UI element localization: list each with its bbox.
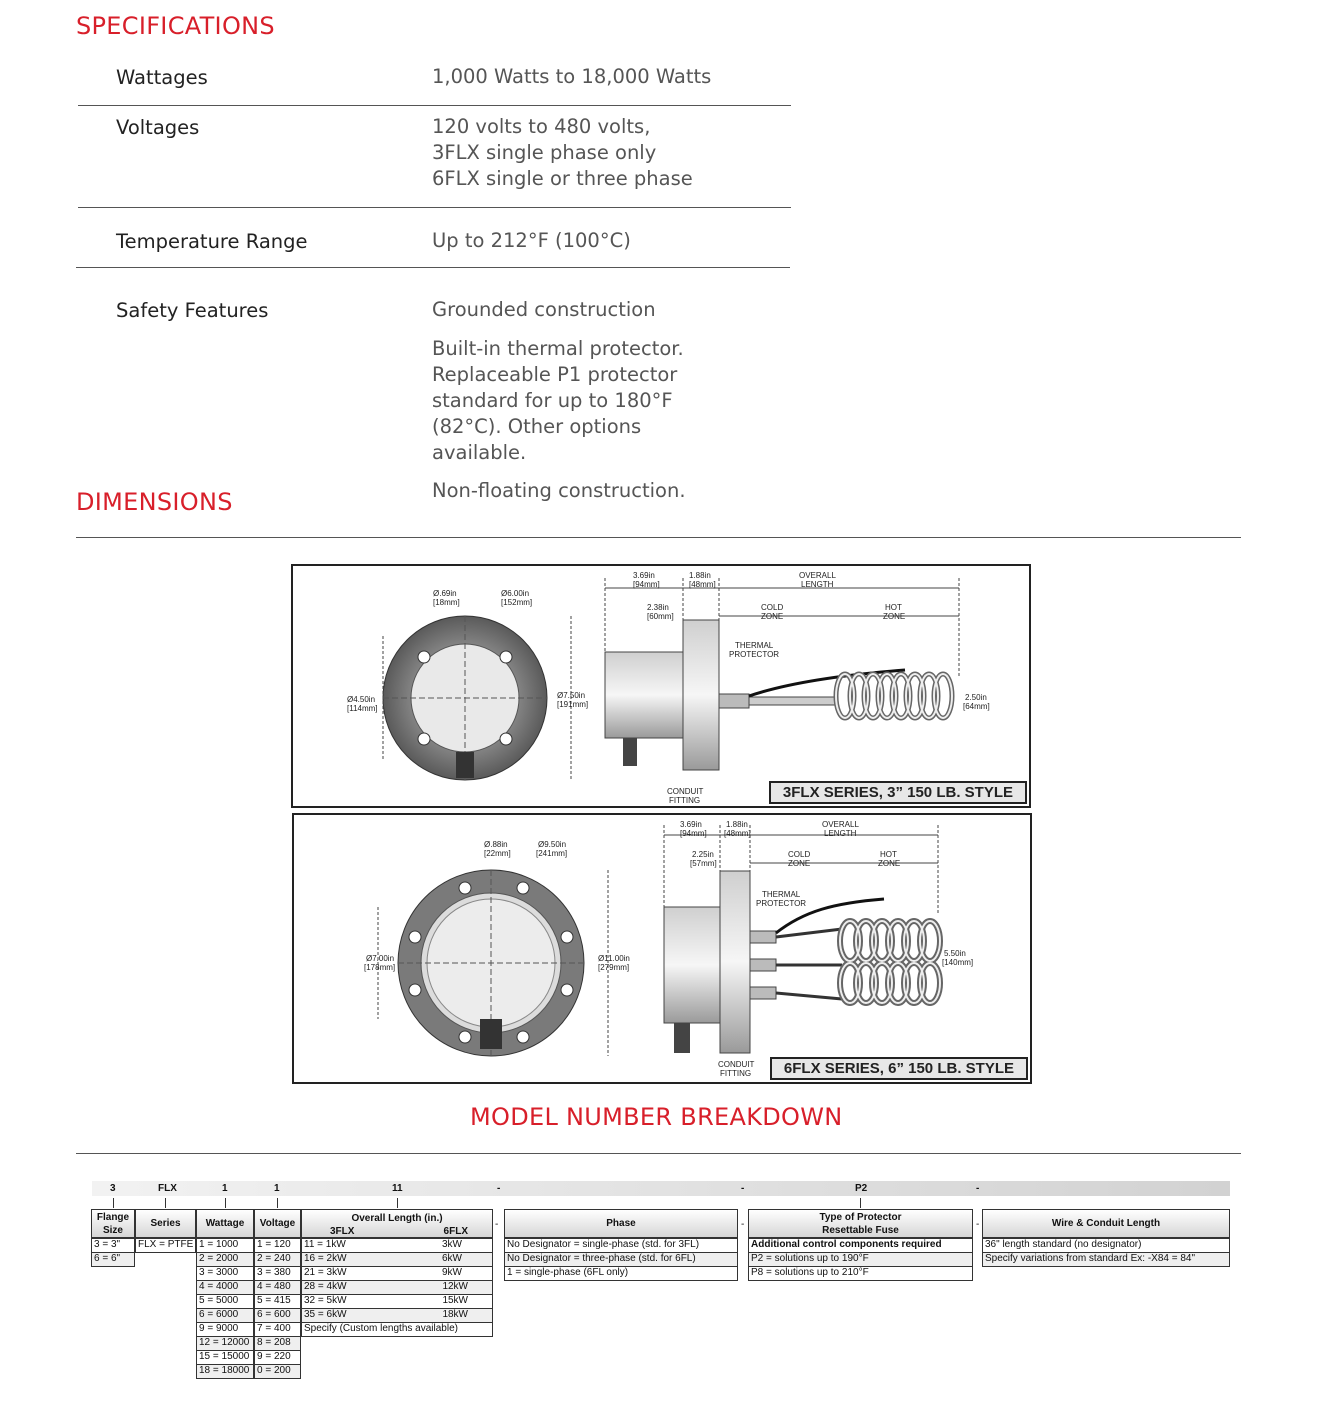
svg-text:[18mm]: [18mm] (433, 598, 460, 607)
model-heading: MODEL NUMBER BREAKDOWN (470, 1103, 843, 1131)
wattage-row: 1 = 1000 (196, 1238, 254, 1253)
svg-text:[114mm]: [114mm] (347, 704, 378, 713)
code-dash: - (497, 1183, 501, 1194)
series-row: FLX = PTFE (135, 1238, 196, 1253)
svg-text:[48mm]: [48mm] (724, 829, 751, 838)
spec-value-safety-1: Grounded construction (432, 298, 656, 321)
protector-row: Additional control components required (748, 1238, 973, 1253)
voltage-row: 2 = 240 (254, 1252, 301, 1267)
svg-text:COLD: COLD (761, 603, 784, 612)
svg-text:[22mm]: [22mm] (484, 849, 511, 858)
voltage-row: 4 = 480 (254, 1280, 301, 1295)
code-protector: P2 (855, 1183, 868, 1194)
spec-value-voltages: 120 volts to 480 volts, 3FLX single phase only 6FLX single or three phase (432, 115, 693, 190)
svg-text:Ø9.50in: Ø9.50in (538, 840, 567, 849)
spec-label-safety: Safety Features (116, 299, 269, 322)
svg-text:[48mm]: [48mm] (689, 580, 716, 589)
svg-text:ZONE: ZONE (883, 612, 906, 621)
spec-label-voltages: Voltages (116, 116, 200, 139)
header-phase: Phase (504, 1209, 738, 1238)
header-wire-conduit: Wire & Conduit Length (982, 1209, 1230, 1238)
wattage-row: 12 = 12000 (196, 1336, 254, 1351)
svg-text:ZONE: ZONE (788, 859, 811, 868)
spec-label-wattages: Wattages (116, 66, 208, 89)
svg-text:[94mm]: [94mm] (633, 580, 660, 589)
spec-label-temperature: Temperature Range (116, 230, 308, 253)
model-code-bar (92, 1181, 1230, 1196)
wattage-row: 18 = 18000 (196, 1364, 254, 1379)
dimensions-heading: DIMENSIONS (76, 488, 233, 516)
svg-text:[64mm]: [64mm] (963, 702, 990, 711)
flange-row: 6 = 6" (91, 1252, 135, 1267)
length-custom: Specify (Custom lengths available) (301, 1322, 493, 1337)
svg-text:Ø11.00in: Ø11.00in (598, 954, 630, 963)
phase-row: No Designator = three-phase (std. for 6FL) (504, 1252, 738, 1267)
svg-text:[140mm]: [140mm] (942, 958, 974, 967)
svg-text:[60mm]: [60mm] (647, 612, 674, 621)
svg-text:LENGTH: LENGTH (824, 829, 857, 838)
phase-row: 1 = single-phase (6FL only) (504, 1266, 738, 1281)
figure-title-6flx: 6FLX SERIES, 6” 150 LB. STYLE (770, 1057, 1028, 1080)
svg-text:FITTING: FITTING (669, 796, 701, 805)
length-row: 16 = 2kW 6kW (301, 1252, 493, 1267)
svg-text:Ø7.50in: Ø7.50in (557, 691, 586, 700)
code-wattage: 1 (222, 1183, 228, 1194)
voltage-row: 1 = 120 (254, 1238, 301, 1253)
svg-text:COLD: COLD (788, 850, 811, 859)
svg-text:ZONE: ZONE (878, 859, 901, 868)
svg-text:3.69in: 3.69in (633, 571, 655, 580)
wire-row: Specify variations from standard Ex: -X84 = 84" (982, 1252, 1230, 1267)
svg-text:2.50in: 2.50in (965, 693, 987, 702)
svg-text:LENGTH: LENGTH (801, 580, 834, 589)
dash: - (976, 1219, 980, 1230)
code-flange: 3 (110, 1183, 116, 1194)
svg-text:THERMAL: THERMAL (735, 641, 774, 650)
header-series: Series (135, 1209, 196, 1238)
wattage-row: 3 = 3000 (196, 1266, 254, 1281)
svg-text:HOT: HOT (885, 603, 902, 612)
svg-text:Ø6.00in: Ø6.00in (501, 589, 530, 598)
svg-text:CONDUIT: CONDUIT (718, 1060, 755, 1069)
wire-row: 36" length standard (no designator) (982, 1238, 1230, 1253)
voltage-row: 0 = 200 (254, 1364, 301, 1379)
svg-text:THERMAL: THERMAL (762, 890, 801, 899)
svg-text:PROTECTOR: PROTECTOR (729, 650, 780, 659)
svg-text:HOT: HOT (880, 850, 897, 859)
voltage-row: 3 = 380 (254, 1266, 301, 1281)
voltage-row: 5 = 415 (254, 1294, 301, 1309)
svg-text:2.38in: 2.38in (647, 603, 669, 612)
header-voltage: Voltage (254, 1209, 301, 1238)
wattage-row: 5 = 5000 (196, 1294, 254, 1309)
svg-text:OVERALL: OVERALL (822, 820, 859, 829)
code-dash: - (976, 1183, 980, 1194)
svg-text:5.50in: 5.50in (944, 949, 966, 958)
spec-value-safety-3: Non-floating construction. (432, 479, 686, 502)
svg-text:ZONE: ZONE (761, 612, 784, 621)
protector-row: P2 = solutions up to 190°F (748, 1252, 973, 1267)
wattage-row: 15 = 15000 (196, 1350, 254, 1365)
voltage-row: 7 = 400 (254, 1322, 301, 1337)
code-length: 11 (392, 1183, 403, 1194)
length-row: 32 = 5kW 15kW (301, 1294, 493, 1309)
voltage-row: 8 = 208 (254, 1336, 301, 1351)
voltage-row: 9 = 220 (254, 1350, 301, 1365)
length-row: 28 = 4kW 12kW (301, 1280, 493, 1295)
svg-text:OVERALL: OVERALL (799, 571, 836, 580)
svg-text:Ø.88in: Ø.88in (484, 840, 508, 849)
wattage-row: 2 = 2000 (196, 1252, 254, 1267)
svg-text:[57mm]: [57mm] (690, 859, 717, 868)
svg-text:1.88in: 1.88in (726, 820, 748, 829)
length-row: 35 = 6kW 18kW (301, 1308, 493, 1323)
voltage-row: 6 = 600 (254, 1308, 301, 1323)
code-dash: - (741, 1183, 745, 1194)
header-overall-length: Overall Length (in.) 3FLX 6FLX (301, 1209, 493, 1238)
svg-text:Ø4.50in: Ø4.50in (347, 695, 376, 704)
svg-text:Ø.69in: Ø.69in (433, 589, 457, 598)
svg-text:[191mm]: [191mm] (557, 700, 589, 709)
svg-text:PROTECTOR: PROTECTOR (756, 899, 807, 908)
dash: - (495, 1219, 499, 1230)
svg-text:[152mm]: [152mm] (501, 598, 533, 607)
svg-text:2.25in: 2.25in (692, 850, 714, 859)
svg-text:[241mm]: [241mm] (536, 849, 568, 858)
flange-row: 3 = 3" (91, 1238, 135, 1253)
phase-row: No Designator = single-phase (std. for 3FL) (504, 1238, 738, 1253)
svg-text:Ø7.00in: Ø7.00in (366, 954, 395, 963)
spec-value-safety-2: Built-in thermal protector. Replaceable P1 protector standard for up to 180°F (82°C). Other options available. (432, 337, 684, 464)
header-wattage: Wattage (196, 1209, 254, 1238)
code-series: FLX (158, 1183, 177, 1194)
svg-text:1.88in: 1.88in (689, 571, 711, 580)
spec-value-wattages: 1,000 Watts to 18,000 Watts (432, 65, 712, 88)
dash: - (741, 1219, 745, 1230)
wattage-row: 9 = 9000 (196, 1322, 254, 1337)
specifications-heading: SPECIFICATIONS (76, 12, 275, 40)
wattage-row: 4 = 4000 (196, 1280, 254, 1295)
svg-text:CONDUIT: CONDUIT (667, 787, 704, 796)
header-protector: Type of Protector Resettable Fuse (748, 1209, 973, 1238)
code-voltage: 1 (274, 1183, 280, 1194)
figure-title-3flx: 3FLX SERIES, 3” 150 LB. STYLE (769, 781, 1027, 804)
svg-text:[178mm]: [178mm] (364, 963, 396, 972)
wattage-row: 6 = 6000 (196, 1308, 254, 1323)
length-row: 11 = 1kW 3kW (301, 1238, 493, 1253)
length-row: 21 = 3kW 9kW (301, 1266, 493, 1281)
header-flange-size: Flange Size (91, 1209, 135, 1238)
svg-text:FITTING: FITTING (720, 1069, 752, 1078)
svg-text:[279mm]: [279mm] (598, 963, 630, 972)
svg-text:[94mm]: [94mm] (680, 829, 707, 838)
svg-text:3.69in: 3.69in (680, 820, 702, 829)
spec-value-temperature: Up to 212°F (100°C) (432, 229, 631, 252)
protector-row: P8 = solutions up to 210°F (748, 1266, 973, 1281)
